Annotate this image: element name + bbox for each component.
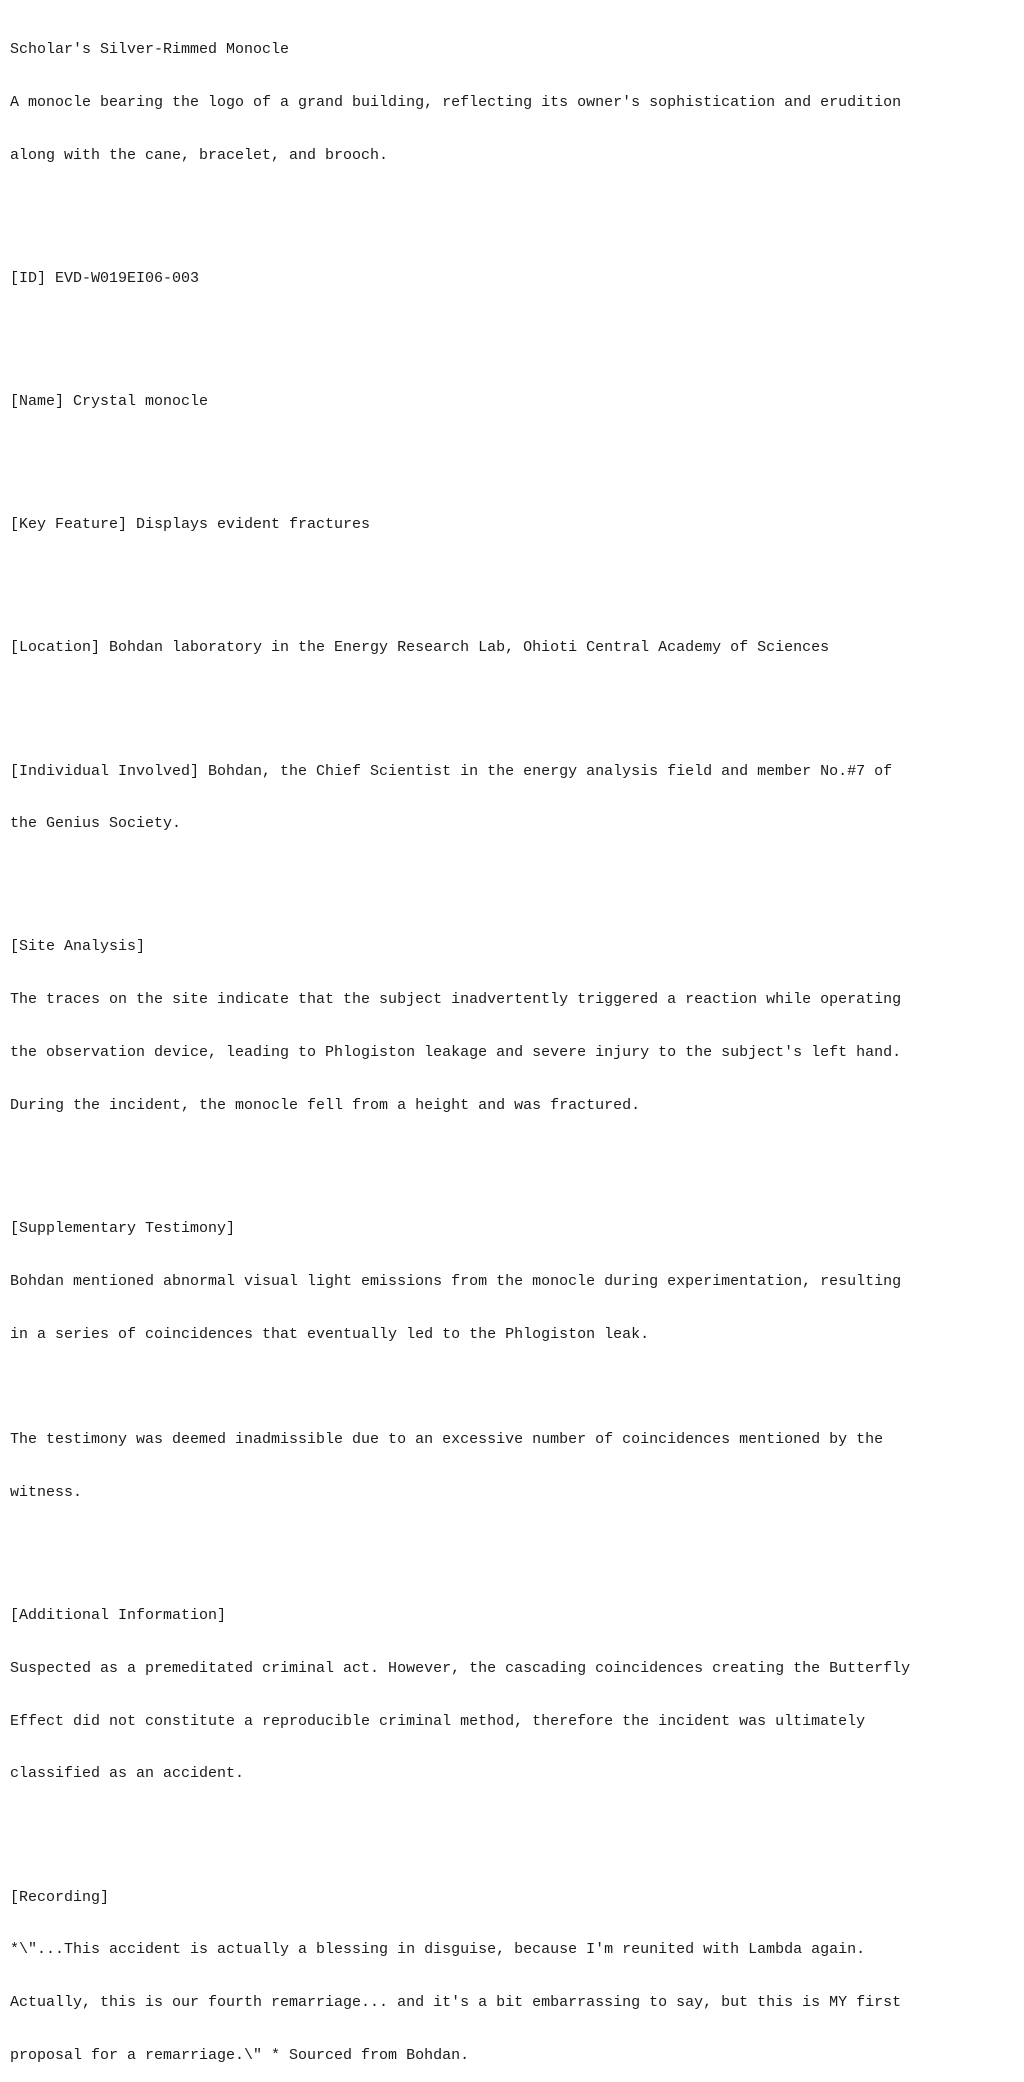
spacer [10,446,1024,464]
site-analysis-heading: [Site Analysis] [10,938,146,956]
supplementary-testimony-line: Bohdan mentioned abnormal visual light emissions from the monocle during experimentation, resulting [10,1272,902,1290]
spacer [10,692,1024,710]
spacer [10,200,1024,218]
supplementary-testimony-heading: [Supplementary Testimony] [10,1219,236,1237]
testimony-note-line: witness. [10,1483,83,1501]
description-line: along with the cane, bracelet, and brooch. [10,146,389,164]
additional-information-line: Suspected as a premeditated criminal act. However, the cascading coincidences creating the Butterfly [10,1659,911,1677]
spacer [10,868,1024,886]
spacer [10,1378,1024,1396]
recording-line: Actually, this is our fourth remarriage... and it's a bit embarrassing to say, but this is MY first [10,1994,902,2012]
key-feature-field: [Key Feature] Displays evident fractures [10,516,371,534]
document-title: Scholar's Silver-Rimmed Monocle [10,41,290,59]
testimony-note-line: The testimony was deemed inadmissible due to an excessive number of coincidences mentioned by the [10,1431,884,1449]
description-line: A monocle bearing the logo of a grand building, reflecting its owner's sophistication and erudition [10,93,902,111]
supplementary-testimony-line: in a series of coincidences that eventually led to the Phlogiston leak. [10,1325,650,1343]
spacer [10,1537,1024,1555]
name-field: [Name] Crystal monocle [10,393,209,411]
individual-involved-field: [Individual Involved] Bohdan, the Chief Scientist in the energy analysis field and member No.#7 of [10,762,893,780]
additional-information-heading: [Additional Information] [10,1607,227,1625]
spacer [10,1150,1024,1168]
spacer [10,1818,1024,1836]
spacer [10,323,1024,341]
recording-heading: [Recording] [10,1888,110,1906]
individual-involved-field: the Genius Society. [10,815,182,833]
site-analysis-line: the observation device, leading to Phlogiston leakage and severe injury to the subject's left hand. [10,1044,902,1062]
recording-line: proposal for a remarriage.\" * Sourced from Bohdan. [10,2046,470,2064]
site-analysis-line: The traces on the site indicate that the subject inadvertently triggered a reaction while operating [10,991,902,1009]
site-analysis-line: During the incident, the monocle fell from a height and was fractured. [10,1096,641,1114]
location-field: [Location] Bohdan laboratory in the Energy Research Lab, Ohioti Central Academy of Sciences [10,639,830,657]
additional-information-line: Effect did not constitute a reproducible criminal method, therefore the incident was ultimately [10,1712,866,1730]
additional-information-line: classified as an accident. [10,1765,245,1783]
id-field: [ID] EVD-W019EI06-003 [10,269,200,287]
spacer [10,569,1024,587]
recording-line: *\"...This accident is actually a blessing in disguise, because I'm reunited with Lambda again. [10,1941,866,1959]
